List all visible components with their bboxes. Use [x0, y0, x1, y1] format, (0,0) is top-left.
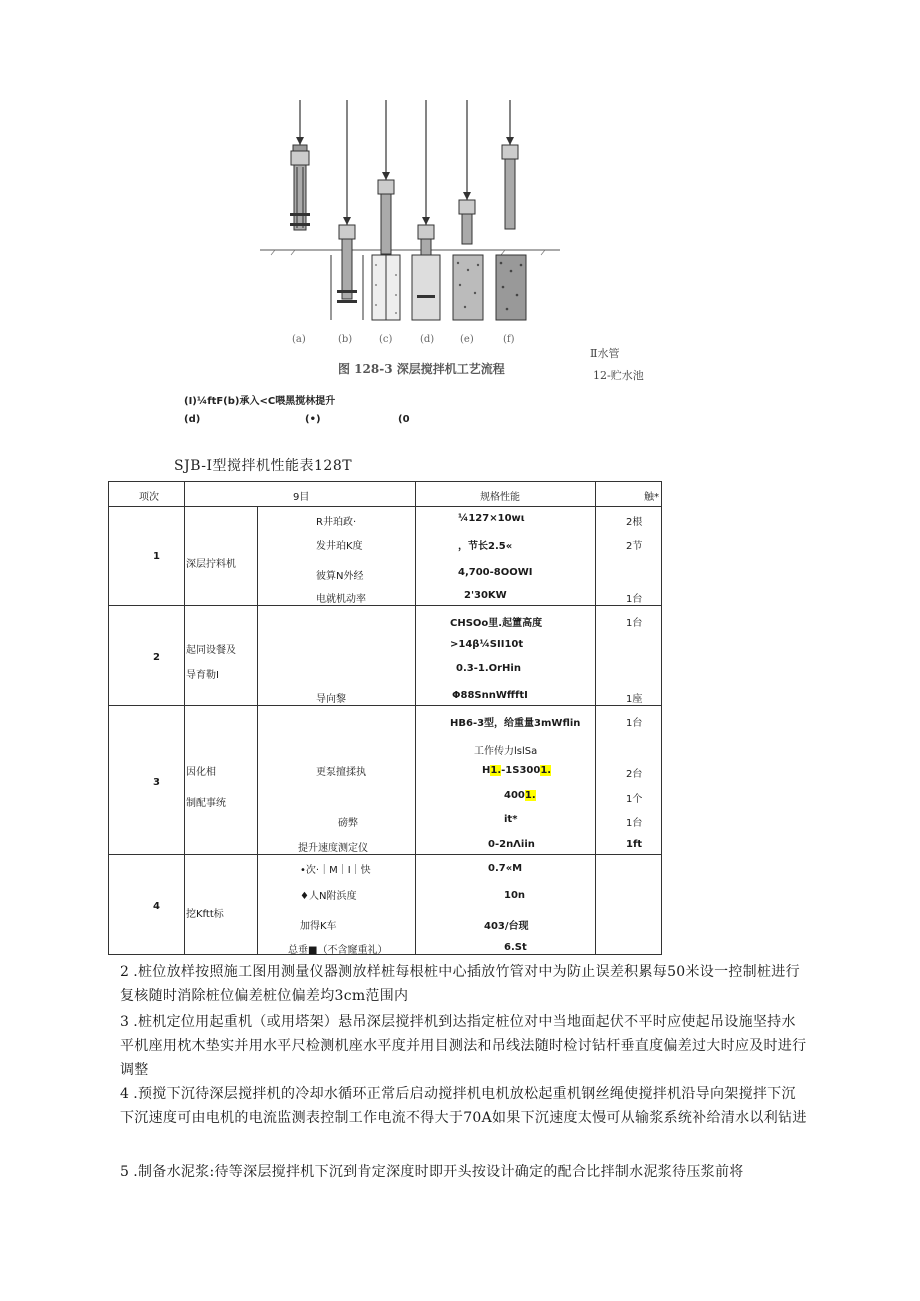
stage-f — [496, 100, 526, 320]
stage-label-e: (e) — [460, 334, 474, 345]
paragraph-3: 3 .桩机定位用起重机（或用塔架）悬吊深层搅拌机到达指定桩位对中当地面起伏不平时应使起吊设施坚持水平机座用枕木垫实并用水平尺检测机座水平度并用目测法和吊线法随时检讨钻杆垂直度偏差过大时应及时进行调整 — [120, 1014, 807, 1078]
stage-label-f: (f) — [503, 334, 515, 345]
figure-subline-2-e: (•) — [305, 414, 321, 425]
header-no: 项次 — [109, 482, 185, 507]
stage-b — [331, 100, 363, 320]
process-figure — [255, 95, 565, 355]
header-qty: 触* — [596, 482, 662, 507]
header-item: 9目 — [185, 482, 416, 507]
stage-a — [290, 100, 310, 230]
figure-caption: 图 128-3 深层搅拌机工艺流程 — [338, 362, 505, 376]
table-row: 2 起同设餐及 导育勒I 导向黎 CHSOo里.起簠高度 >14β¼SII10t 0.3-1.OrHin Φ88SnnWffftI 1台 1座 — [109, 606, 662, 706]
stage-d — [412, 100, 440, 320]
paragraph-4: 4 .预搅下沉待深层搅拌机的冷却水循环正常后启动搅拌机电机放松起重机钢丝绳使搅拌机沿导向架搅拌下沉下沉速度可由电机的电流监测表控制工作电流不得大于70A如果下沉速度太慢可从输浆系统补给清水以利钻进 — [120, 1086, 807, 1126]
stage-label-a: (a) — [292, 334, 306, 345]
paragraph-2: 2 .桩位放样按照施工图用测量仪器测放样桩每根桩中心插放竹管对中为防止误差积累每50米设一控制桩进行复核随时消除桩位偏差桩位偏差均3cm范围内 — [120, 964, 800, 1004]
figure-subline-1: (I)¼ftF(b)承入<C喂黑搅林提升 — [184, 396, 336, 407]
side-note-water-tank: 12-贮水池 — [593, 369, 644, 382]
header-spec: 规格性能 — [416, 482, 596, 507]
stage-label-b: (b) — [338, 334, 353, 345]
table-row: 4 挖Kftt标 •次·｜M｜I｜快 ♦人N附浜度 加得K车 总垂■（不含窿重礼） 0.7«M 10n 403/台现 6.St — [109, 855, 662, 955]
stage-c — [372, 100, 400, 320]
table-header-row — [109, 482, 662, 507]
paragraph-5: 5 .制备水泥浆:待等深层搅拌机下沉到肯定深度时即开头按设计确定的配合比拌制水泥浆待压浆前将 — [120, 1164, 744, 1180]
side-note-water-pipe: Ⅱ水管 — [590, 347, 620, 360]
table-row: 3 因化相 制配事统 更泵擅揉执 磅弊 提升速度测定仪 HB6-3型，给重量3mWflin 工作传力lslSa H1.-1S3001. 4001. it* 0-2nΛiin 1台 2台 1个 1台 1ft — [109, 706, 662, 855]
stage-label-c: (c) — [379, 334, 393, 345]
figure-subline-2-f: (0 — [398, 414, 410, 425]
spec-table — [108, 481, 662, 955]
stage-label-d: (d) — [420, 334, 435, 345]
table-row: 1 深层拧料机 R井珀政· 发井珀K度 彼算N外经 电就机动率 ¼127×10wι ，节长2.5« 4,700-8OOWI 2'30KW 2根 2节 1台 — [109, 507, 662, 606]
stage-e — [453, 100, 483, 320]
table-title: SJB-I型搅拌机性能表128T — [174, 458, 353, 474]
process-diagram — [255, 95, 565, 355]
figure-subline-2-d: (d) — [184, 414, 201, 425]
